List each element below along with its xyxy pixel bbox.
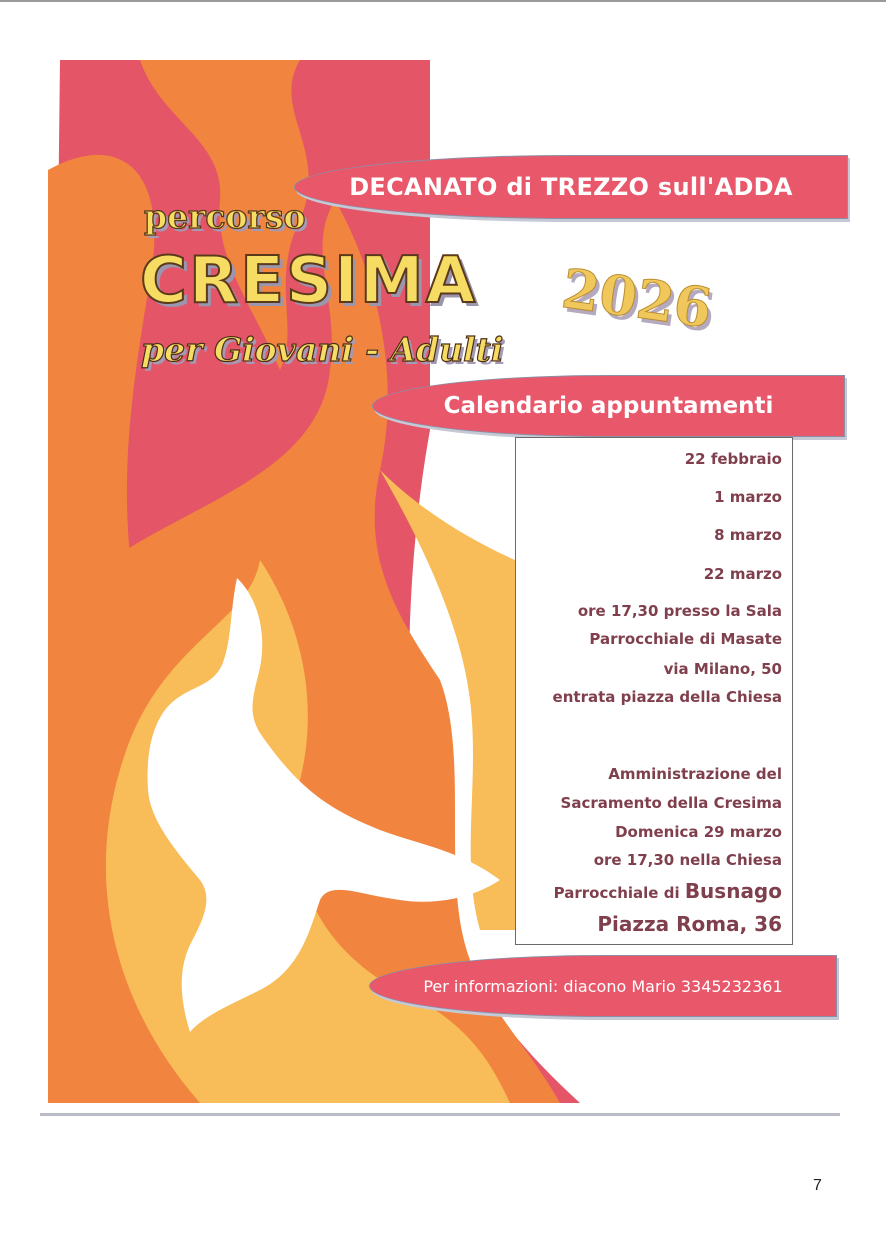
date-item: 8 marzo xyxy=(714,526,782,544)
calendar-box xyxy=(515,437,793,945)
meeting-line: entrata piazza della Chiesa xyxy=(552,688,782,706)
target-audience-wordart: per Giovani - Adulti xyxy=(141,330,504,369)
ceremony-line: Domenica 29 marzo xyxy=(615,823,782,841)
meeting-line: Parrocchiale di Masate xyxy=(589,630,782,648)
ceremony-street-number: , 36 xyxy=(739,912,782,936)
ceremony-place-prefix: Parrocchiale di xyxy=(553,884,685,902)
ceremony-line: Sacramento della Cresima xyxy=(560,794,782,812)
ceremony-town: Busnago xyxy=(684,879,782,903)
info-banner xyxy=(369,955,837,1017)
ceremony-place-line xyxy=(554,879,782,903)
percorso-wordart: percorso xyxy=(144,197,306,236)
contact-info: Per informazioni: diacono Mario 3345232361 xyxy=(423,976,783,996)
page-number: 7 xyxy=(813,1177,822,1194)
date-item: 22 febbraio xyxy=(684,450,782,468)
calendar-heading: Calendario appuntamenti xyxy=(443,393,774,419)
bottom-rule xyxy=(40,1113,840,1116)
ceremony-address-line xyxy=(597,912,782,936)
year-wordart: 2026 xyxy=(558,256,716,341)
ceremony-line: Amministrazione del xyxy=(608,765,782,783)
decanato-text: DECANATO di TREZZO sull'ADDA xyxy=(349,173,793,201)
meeting-line: ore 17,30 presso la Sala xyxy=(577,602,782,620)
ceremony-street: Piazza Roma xyxy=(597,912,740,936)
date-item: 1 marzo xyxy=(714,488,782,506)
cresima-wordart: CRESIMA xyxy=(140,244,478,318)
decanato-banner xyxy=(294,155,848,219)
ceremony-line: ore 17,30 nella Chiesa xyxy=(593,851,782,869)
meeting-line: via Milano, 50 xyxy=(663,660,782,678)
date-item: 22 marzo xyxy=(703,565,782,583)
calendar-banner xyxy=(372,375,845,437)
